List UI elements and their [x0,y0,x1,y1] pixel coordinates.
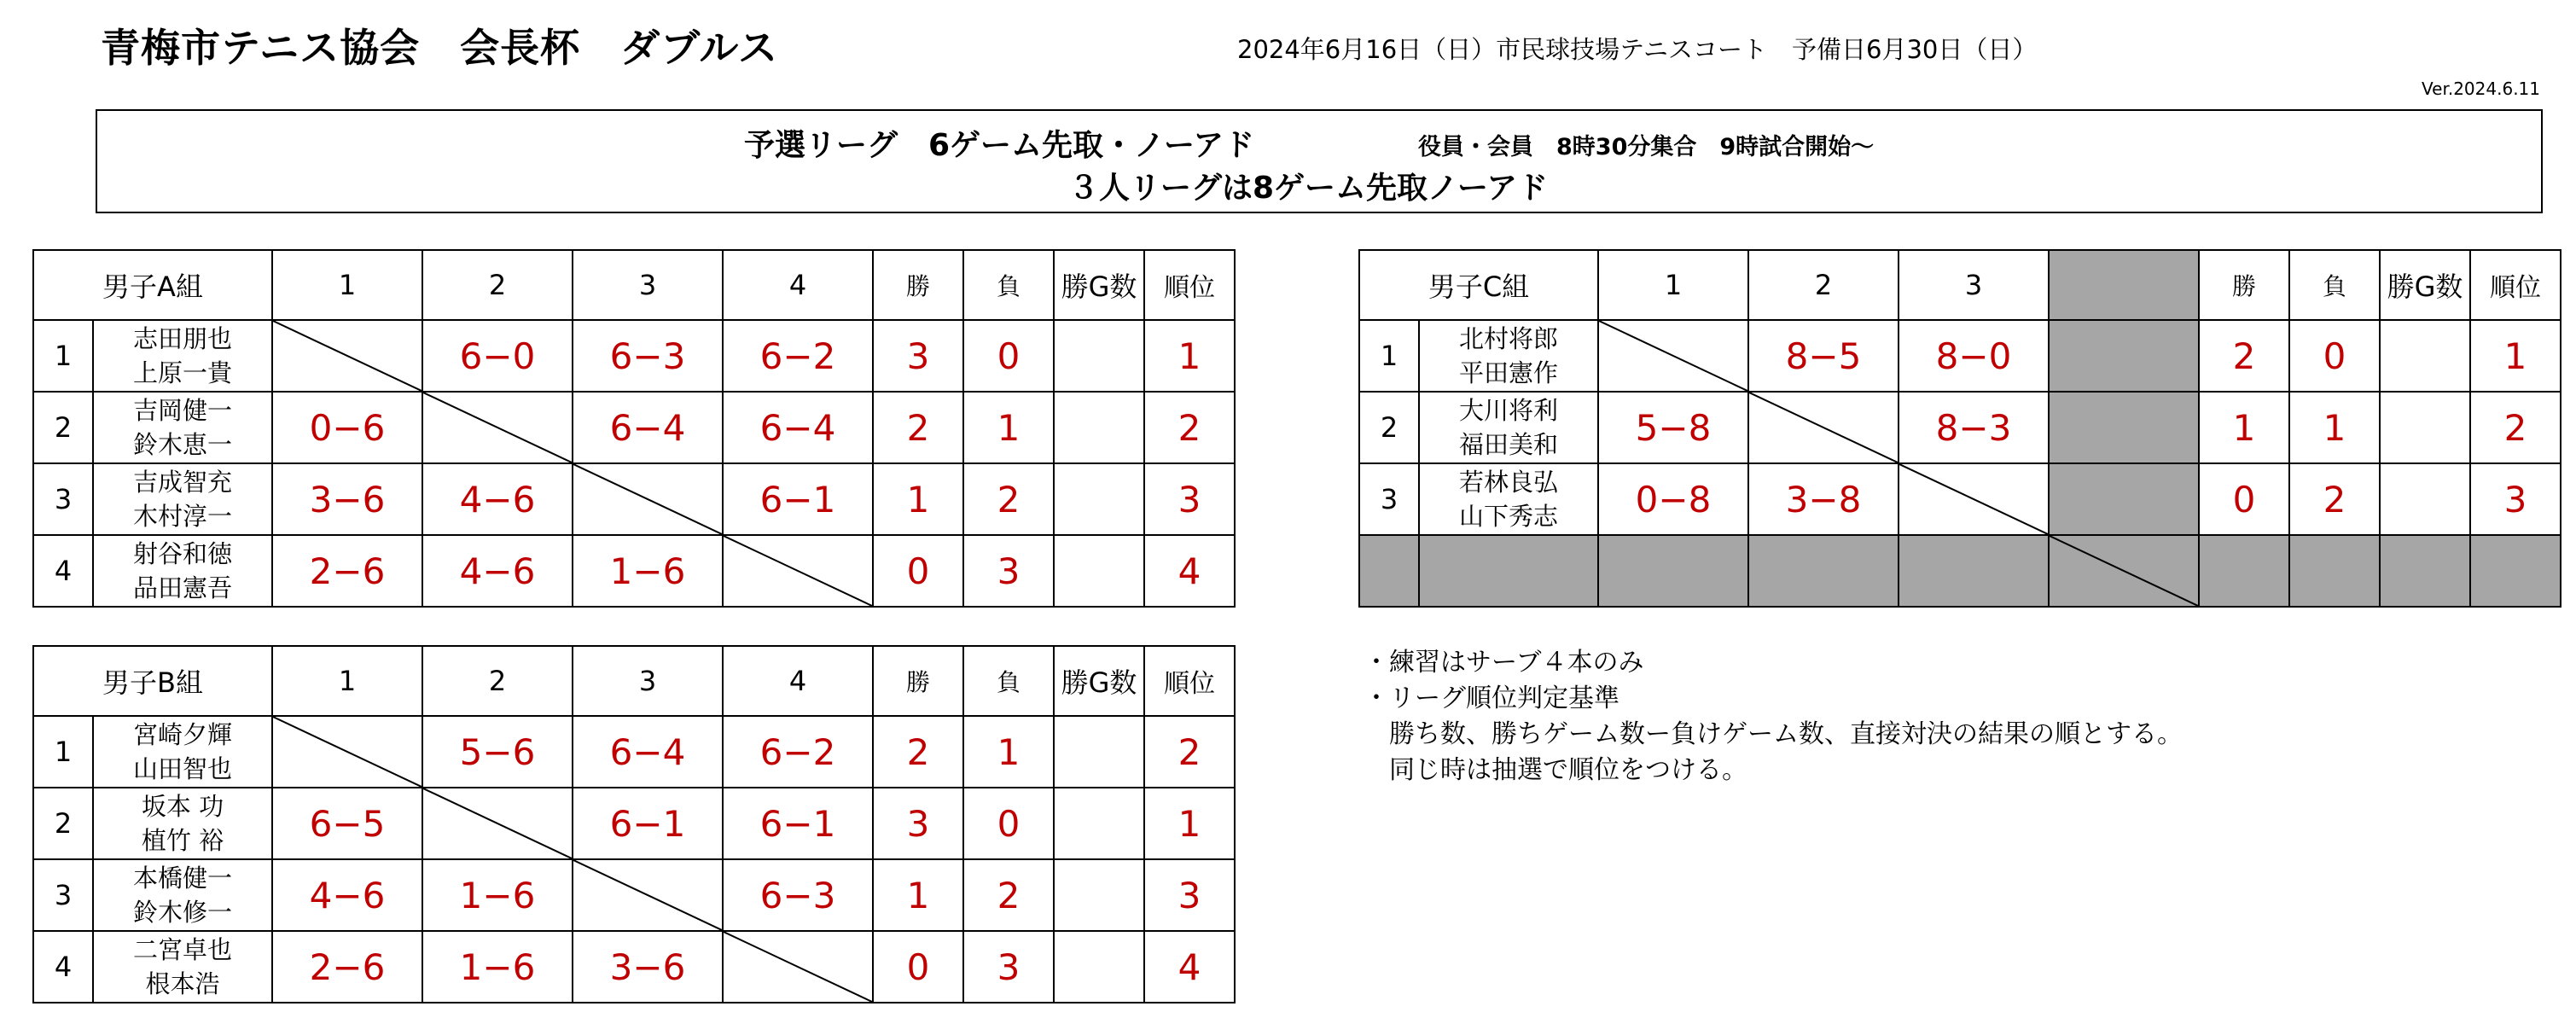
diagonal-cell [1899,463,2049,535]
column-header: 2 [422,646,573,716]
score-cell: 1−6 [573,535,723,607]
diagonal-line [724,536,872,606]
table-row [33,463,1235,535]
game-diff [2380,392,2470,463]
score-cell: 6−4 [723,392,873,463]
pair-names [1419,463,1598,535]
win-count: 1 [2199,392,2289,463]
column-header: 4 [723,646,873,716]
league-table-b [32,645,1236,1003]
game-diff-header: 勝G数 [1054,250,1144,320]
note-line: 同じ時は抽選で順位をつける。 [1389,755,1747,785]
row-number: 1 [33,320,93,392]
loss-count: 3 [963,535,1054,607]
diagonal-line [573,464,722,534]
game-diff [1054,788,1144,859]
diagonal-cell [1598,320,1748,392]
diagonal-cell [422,392,573,463]
score-cell: 2−6 [272,535,422,607]
unused-cell [2380,535,2470,607]
notes [1364,645,2183,788]
score-cell: 6−0 [422,320,573,392]
rank: 1 [1144,320,1235,392]
game-diff [1054,716,1144,788]
diagonal-line [724,932,872,1002]
game-diff [1054,463,1144,535]
score-cell: 6−2 [723,320,873,392]
table-row [33,535,1235,607]
pair-names [93,788,272,859]
row-number: 2 [33,392,93,463]
loss-count: 3 [963,931,1054,1003]
page-title: 青梅市テニス協会 会長杯 ダブルス [101,25,778,71]
loss-header: 負 [2289,250,2380,320]
diagonal-line [1899,464,2048,534]
player-name: 射谷和徳 [132,539,232,568]
player-name: 山下秀志 [1458,502,1558,531]
rank: 3 [1144,859,1235,931]
win-count: 0 [873,535,963,607]
win-count: 2 [873,716,963,788]
unused-cell [1419,535,1598,607]
player-name: 大川将利 [1458,396,1558,425]
win-count: 1 [873,859,963,931]
win-header: 勝 [873,646,963,716]
loss-header: 負 [963,646,1054,716]
table-row [1359,320,2561,392]
row-number: 2 [1359,392,1419,463]
player-name: 品田憲吾 [132,573,232,602]
row-number: 4 [33,931,93,1003]
unused-cell [1748,535,1899,607]
score-cell: 2−6 [272,931,422,1003]
player-name: 上原一貴 [132,358,232,387]
player-name: 鈴木恵一 [132,430,232,459]
score-cell: 6−1 [723,463,873,535]
win-count: 3 [873,788,963,859]
row-number: 4 [33,535,93,607]
diagonal-cell [723,535,873,607]
player-name: 平田憲作 [1458,358,1558,387]
score-cell: 6−3 [723,859,873,931]
diagonal-line [1599,321,1747,391]
rank-header: 順位 [1144,250,1235,320]
player-name: 若林良弘 [1458,468,1558,497]
win-count: 3 [873,320,963,392]
group-name: 男子B組 [33,646,272,716]
rank: 4 [1144,931,1235,1003]
diagonal-line [273,321,422,391]
pair-names [93,716,272,788]
row-number: 3 [33,463,93,535]
column-header: 3 [573,250,723,320]
pair-names [93,859,272,931]
row-number: 2 [33,788,93,859]
column-header: 2 [422,250,573,320]
pair-names [1419,320,1598,392]
player-name: 木村淳一 [132,502,232,531]
column-header: 1 [1598,250,1748,320]
score-cell: 0−8 [1598,463,1748,535]
loss-count: 2 [963,859,1054,931]
score-cell: 5−6 [422,716,573,788]
score-cell: 8−5 [1748,320,1899,392]
player-name: 二宮卓也 [132,935,232,964]
diagonal-cell [573,463,723,535]
pair-names [93,931,272,1003]
game-diff [1054,392,1144,463]
unused-cell [1598,535,1748,607]
loss-header: 負 [963,250,1054,320]
player-name: 吉岡健一 [132,396,232,425]
game-diff [2380,320,2470,392]
diagonal-cell [2049,535,2199,607]
unused-cell [1899,535,2049,607]
score-cell: 6−4 [573,392,723,463]
loss-count: 0 [2289,320,2380,392]
score-cell: 6−1 [723,788,873,859]
win-count: 1 [873,463,963,535]
rank: 3 [2470,463,2561,535]
pair-names [93,392,272,463]
unused-cell [2049,320,2199,392]
game-diff [1054,320,1144,392]
row-number: 1 [1359,320,1419,392]
player-name: 福田美和 [1458,430,1558,459]
column-header: 1 [272,646,422,716]
win-count: 0 [873,931,963,1003]
player-name: 北村将郎 [1458,324,1558,353]
score-cell: 6−3 [573,320,723,392]
diagonal-cell [272,716,422,788]
loss-count: 1 [2289,392,2380,463]
diagonal-cell [422,788,573,859]
note-line: ・リーグ順位判定基準 [1364,684,1619,713]
loss-count: 0 [963,788,1054,859]
score-cell: 4−6 [272,859,422,931]
player-name: 本橋健一 [132,864,232,893]
unused-cell [1359,535,1419,607]
player-name: 鈴木修一 [132,898,232,927]
player-name: 志田朋也 [132,324,232,353]
win-header: 勝 [2199,250,2289,320]
league-table-a [32,249,1236,608]
diagonal-cell [1748,392,1899,463]
win-count: 0 [2199,463,2289,535]
player-name: 根本浩 [145,969,220,998]
score-cell: 6−2 [723,716,873,788]
diagonal-line [2050,536,2198,606]
rank: 1 [2470,320,2561,392]
game-diff [1054,931,1144,1003]
player-name: 吉成智充 [132,468,232,497]
diagonal-line [1749,393,1898,462]
player-name: 坂本 功 [141,792,224,821]
game-diff-header: 勝G数 [1054,646,1144,716]
table-row [33,392,1235,463]
unused-column-header [2049,250,2199,320]
table-row [33,320,1235,392]
unused-cell [2289,535,2380,607]
diagonal-line [423,788,572,858]
unused-cell [2049,392,2199,463]
group-name: 男子C組 [1359,250,1598,320]
rank: 2 [1144,392,1235,463]
note-line: ・練習はサーブ４本のみ [1364,648,1644,678]
diagonal-cell [573,859,723,931]
rules-box [96,109,2543,213]
score-cell: 4−6 [422,463,573,535]
rules-line-2: ３人リーグは8ゲーム先取ノーアド [1068,171,1549,206]
table-row [33,859,1235,931]
pair-names [93,320,272,392]
pair-names [1419,392,1598,463]
table-row [33,788,1235,859]
rank-header: 順位 [1144,646,1235,716]
row-number: 3 [33,859,93,931]
rank: 1 [1144,788,1235,859]
win-count: 2 [2199,320,2289,392]
table-row [33,931,1235,1003]
table-row [1359,392,2561,463]
game-diff [1054,535,1144,607]
unused-cell [2470,535,2561,607]
score-cell: 6−5 [272,788,422,859]
diagonal-line [273,717,422,787]
pair-names [93,463,272,535]
unused-cell [2049,463,2199,535]
player-name: 植竹 裕 [141,826,224,855]
diagonal-cell [272,320,422,392]
score-cell: 1−6 [422,931,573,1003]
score-cell: 3−6 [573,931,723,1003]
win-header: 勝 [873,250,963,320]
win-count: 2 [873,392,963,463]
rank: 2 [2470,392,2561,463]
table-row [33,716,1235,788]
score-cell: 8−3 [1899,392,2049,463]
loss-count: 1 [963,392,1054,463]
league-table-c [1358,249,2561,608]
row-number: 1 [33,716,93,788]
group-name: 男子A組 [33,250,272,320]
rank-header: 順位 [2470,250,2561,320]
diagonal-line [423,393,572,462]
note-line: 勝ち数、勝ちゲーム数ー負けゲーム数、直接対決の結果の順とする。 [1389,719,2183,749]
score-cell: 3−8 [1748,463,1899,535]
unused-cell [2199,535,2289,607]
column-header: 2 [1748,250,1899,320]
loss-count: 0 [963,320,1054,392]
version-label: Ver.2024.6.11 [2422,79,2540,99]
rules-assembly-time: 役員・会員 8時30分集合 9時試合開始～ [1418,134,1875,160]
score-cell: 6−4 [573,716,723,788]
score-cell: 5−8 [1598,392,1748,463]
rank: 4 [1144,535,1235,607]
player-name: 宮崎夕輝 [132,720,232,749]
column-header: 4 [723,250,873,320]
game-diff-header: 勝G数 [2380,250,2470,320]
column-header: 3 [1899,250,2049,320]
score-cell: 8−0 [1899,320,2049,392]
score-cell: 6−1 [573,788,723,859]
rules-line-1: 予選リーグ 6ゲーム先取・ノーアド [744,128,1255,163]
score-cell: 0−6 [272,392,422,463]
loss-count: 2 [963,463,1054,535]
table-row-unused [1359,535,2561,607]
player-name: 山田智也 [132,754,232,783]
event-date: 2024年6月16日（日）市民球技場テニスコート 予備日6月30日（日） [1237,35,2038,64]
diagonal-line [573,860,722,930]
column-header: 3 [573,646,723,716]
row-number: 3 [1359,463,1419,535]
game-diff [1054,859,1144,931]
score-cell: 1−6 [422,859,573,931]
table-row [1359,463,2561,535]
pair-names [93,535,272,607]
loss-count: 2 [2289,463,2380,535]
score-cell: 4−6 [422,535,573,607]
rank: 2 [1144,716,1235,788]
score-cell: 3−6 [272,463,422,535]
rank: 3 [1144,463,1235,535]
column-header: 1 [272,250,422,320]
game-diff [2380,463,2470,535]
loss-count: 1 [963,716,1054,788]
diagonal-cell [723,931,873,1003]
